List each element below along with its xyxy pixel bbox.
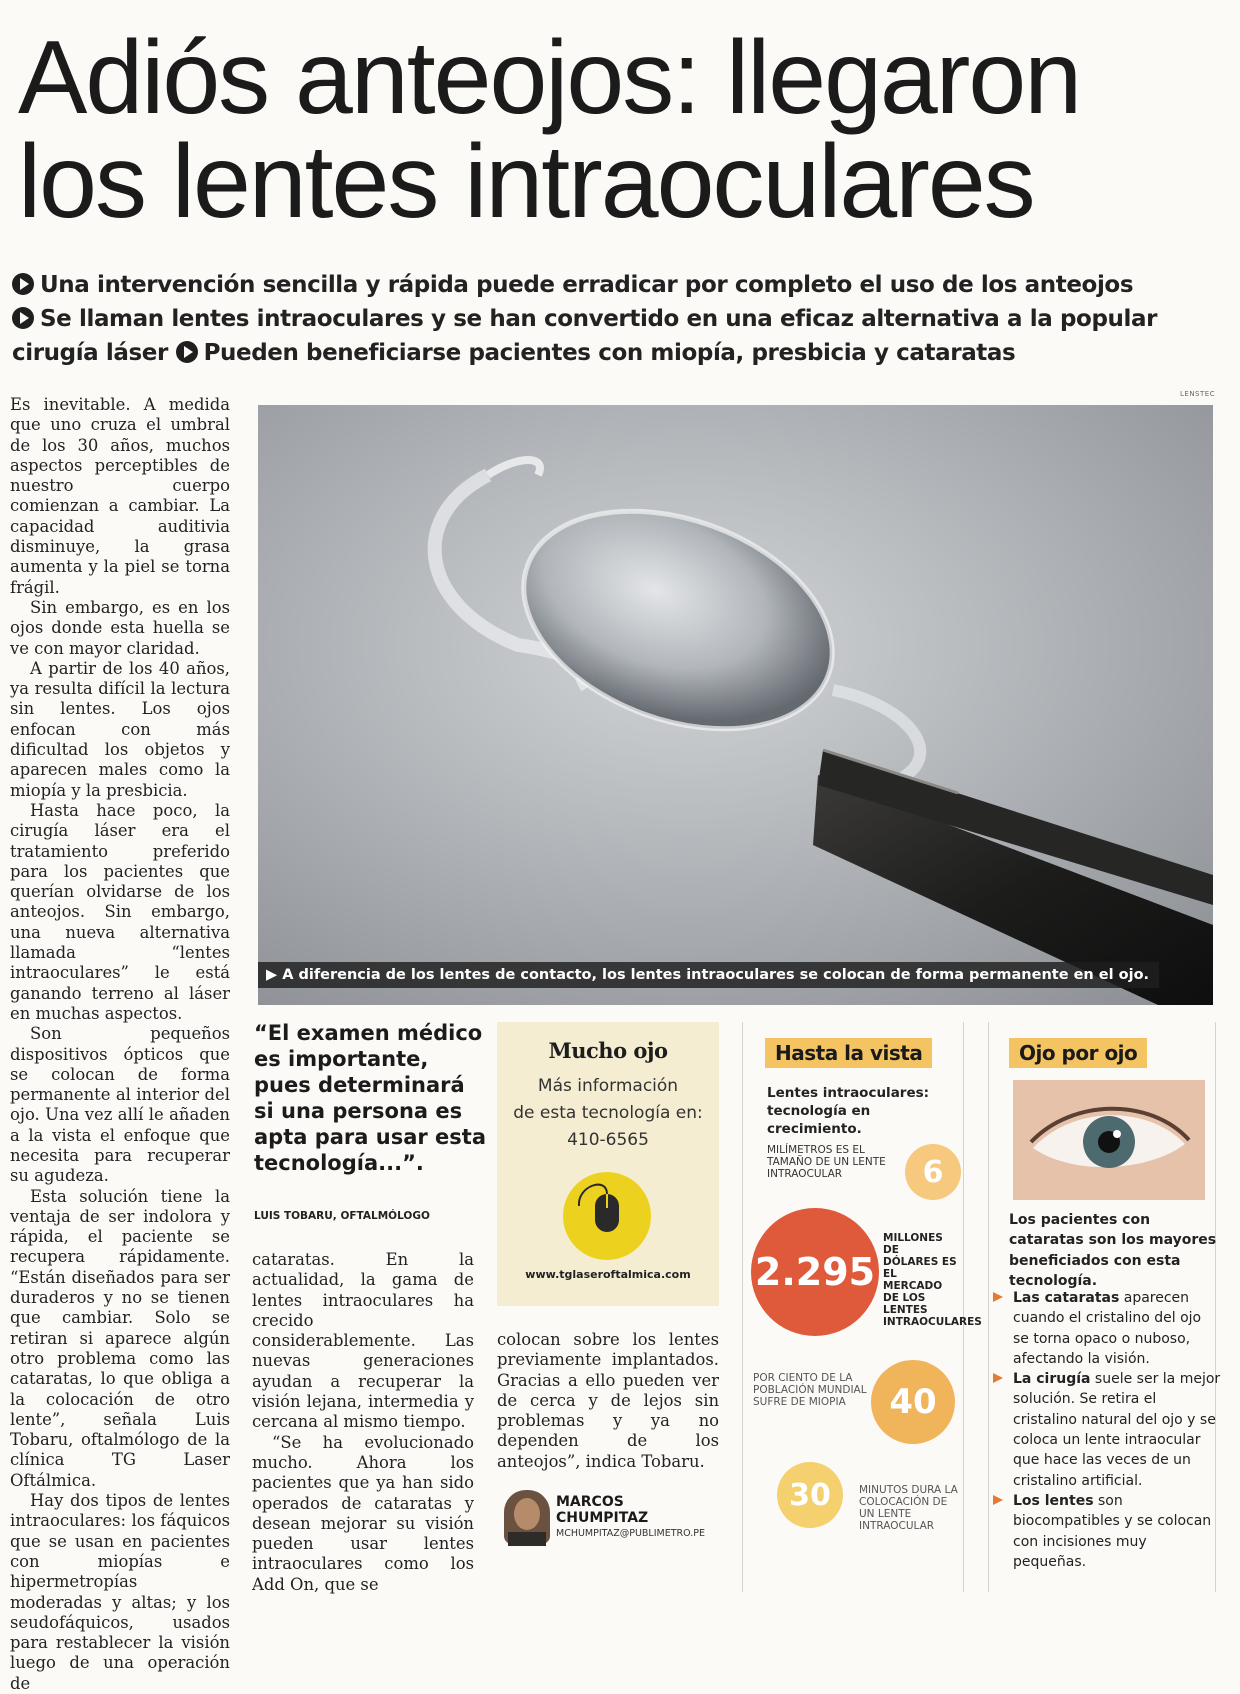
paragraph: Hasta hace poco, la cirugía láser era el tratamiento preferido para los pacientes que querían olvidarse de los anteojos. Sin embargo, una nueva alternativa llamada “lentes intraoculares” le está ganando terreno al láser en muchas aspectos. <box>10 800 230 1023</box>
subhead-2b: cirugía láser <box>12 340 168 366</box>
stat-circle-40: 40 <box>871 1360 955 1444</box>
caption-text: A diferencia de los lentes de contacto, los lentes intraoculares se colocan de forma permanente en el ojo. <box>282 967 1150 983</box>
list-item-lead: Los lentes <box>1013 1492 1094 1509</box>
headline <box>18 20 1218 240</box>
info-line-1: Más información <box>537 1076 679 1096</box>
list-item-text: son biocompatibles y se colocan con incisiones muy pequeñas. <box>1013 1492 1212 1570</box>
subhead-3: Pueden beneficiarse pacientes con miopía, presbicia y cataratas <box>203 340 1016 366</box>
intraocular-lens-image <box>258 405 1213 1005</box>
paragraph: cataratas. En la actualidad, la gama de lentes intraoculares ha crecido considerablemente. Las nuevas generaciones ayudan a recuperar la visión lejana, intermedia y cercana al mismo tiempo. <box>252 1250 474 1432</box>
mucho-ojo-title: Mucho ojo <box>548 1038 668 1063</box>
list-item <box>1013 1288 1221 1369</box>
ojo-por-ojo-intro: Los pacientes con cataratas son los mayores beneficiados con esta tecnología. <box>1009 1212 1217 1289</box>
subhead-2a: Se llaman lentes intraoculares y se han convertido en una eficaz alternativa a la popular <box>40 306 1158 332</box>
info-phone: 410-6565 <box>567 1130 649 1150</box>
headline-line-2: los lentes intraoculares <box>18 124 1034 240</box>
list-item-lead: Las cataratas <box>1013 1290 1120 1306</box>
photo-caption <box>258 962 1159 988</box>
stat-circle-6: 6 <box>905 1144 961 1200</box>
website-link[interactable]: www.tglaseroftalmica.com <box>525 1268 691 1281</box>
headline-line-1: Adiós anteojos: llegaron <box>18 20 1081 136</box>
bullet-arrow-icon <box>12 307 34 329</box>
computer-mouse-icon <box>557 1166 657 1266</box>
ojo-por-ojo-panel <box>988 1022 1221 1592</box>
article-column-2 <box>252 1250 474 1595</box>
paragraph: Hay dos tipos de lentes intraoculares: los fáquicos que se usan en pacientes con miopías e hipermetropías moderadas y altas; y los seudofáquicos, usados para restablecer la visión luego de una operación de <box>10 1491 230 1693</box>
quote-author: LUIS TOBARU, OFTALMÓLOGO <box>254 1210 430 1222</box>
hasta-la-vista-subtitle: Lentes intraoculares: tecnología en crecimiento. <box>767 1085 930 1137</box>
bullet-arrow-icon <box>176 341 198 363</box>
author-email[interactable]: MCHUMPITAZ@PUBLIMETRO.PE <box>556 1528 705 1539</box>
hasta-la-vista-title: Hasta la vista <box>765 1038 932 1068</box>
stat-circle-30: 30 <box>777 1462 843 1528</box>
list-item-text: aparecen cuando el cristalino del ojo se torna opaco o nuboso, afectando la visión. <box>1013 1290 1202 1367</box>
lens-photo <box>258 405 1213 1005</box>
mucho-ojo-box <box>497 1022 719 1306</box>
author-avatar <box>504 1490 550 1544</box>
list-item-lead: La cirugía <box>1013 1371 1091 1388</box>
stat-circle-2295: 2.295 <box>751 1208 879 1336</box>
subhead-1: Una intervención sencilla y rápida puede erradicar por completo el uso de los anteojos <box>40 272 1134 298</box>
paragraph: Son pequeños dispositivos ópticos que se colocan de forma permanente al interior del ojo. Una vez allí le añaden a la vista el enfoque que necesita para recuperar su agudeza. <box>10 1024 230 1186</box>
info-line-2: de esta tecnología en: <box>513 1103 703 1123</box>
pull-quote: “El examen médico es importante, pues determinará si una persona es apta para usar esta tecnología...”. <box>254 1021 487 1175</box>
photo-credit: LENSTEC <box>1180 390 1216 398</box>
author-first-name: MARCOS <box>556 1494 624 1510</box>
eye-icon <box>1013 1080 1205 1200</box>
stat-label-6: MILÍMETROS ES EL TAMAÑO DE UN LENTE INTRAOCULAR <box>767 1144 886 1180</box>
caption-arrow-icon: ▶ <box>266 967 283 983</box>
list-item <box>1013 1491 1221 1572</box>
ojo-por-ojo-title: Ojo por ojo <box>1009 1038 1147 1068</box>
author-last-name: CHUMPITAZ <box>556 1510 649 1526</box>
paragraph: colocan sobre los lentes previamente implantados. Gracias a ello pueden ver de cerca y de lejos sin problemas y ya no dependen de los anteojos”, indica Tobaru. <box>497 1330 719 1471</box>
article-column-1 <box>10 395 230 1694</box>
paragraph: Sin embargo, es en los ojos donde esta huella se ve con mayor claridad. <box>10 597 230 658</box>
paragraph: A partir de los 40 años, ya resulta difícil la lectura sin lentes. Los ojos enfocan con más dificultad los objetos y aparecen males como la miopía y la presbicia. <box>10 658 230 800</box>
subheads <box>12 268 1222 370</box>
list-item-text: suele ser la mejor solución. Se retira el cristalino natural del ojo y se coloca un lente intraocular que hace las veces de un cristalino artificial. <box>1013 1371 1221 1489</box>
author-byline <box>500 1488 720 1552</box>
stat-label-2295: MILLONES DE DÓLARES ES EL MERCADO DE LOS LENTES INTRAOCULARES <box>883 1232 982 1328</box>
paragraph: Es inevitable. A medida que uno cruza el umbral de los 30 años, muchos aspectos perceptibles de nuestro cuerpo comienzan a cambiar. La capacidad auditivia disminuye, la grasa aumenta y la piel se torna frágil. <box>10 395 230 597</box>
paragraph: “Se ha evolucionado mucho. Ahora los pacientes que ya han sido operados de cataratas y desean mejorar su visión pueden usar lentes intraoculares como los Add On, que se <box>252 1432 474 1594</box>
eye-photo <box>1013 1080 1205 1200</box>
bullet-arrow-icon <box>12 273 34 295</box>
stat-label-40: POR CIENTO DE LA POBLACIÓN MUNDIAL SUFRE DE MIOPIA <box>753 1372 867 1408</box>
paragraph: Esta solución tiene la ventaja de ser indolora y rápida, el paciente se recupera rápidamente. “Están diseñados para ser duraderos y no se tienen que cambiar. Solo se retiran si aparece algún otro problema como las cataratas, lo que obliga a la colocación de otro lente”, señala Luis Tobaru, oftalmólogo de la clínica TG Laser Oftálmica. <box>10 1186 230 1490</box>
ojo-por-ojo-list <box>1013 1288 1221 1572</box>
article-column-3 <box>497 1330 719 1472</box>
stat-label-30: MINUTOS DURA LA COLOCACIÓN DE UN LENTE INTRAOCULAR <box>859 1484 958 1532</box>
list-item <box>1013 1369 1221 1491</box>
hasta-la-vista-panel <box>742 1022 982 1592</box>
